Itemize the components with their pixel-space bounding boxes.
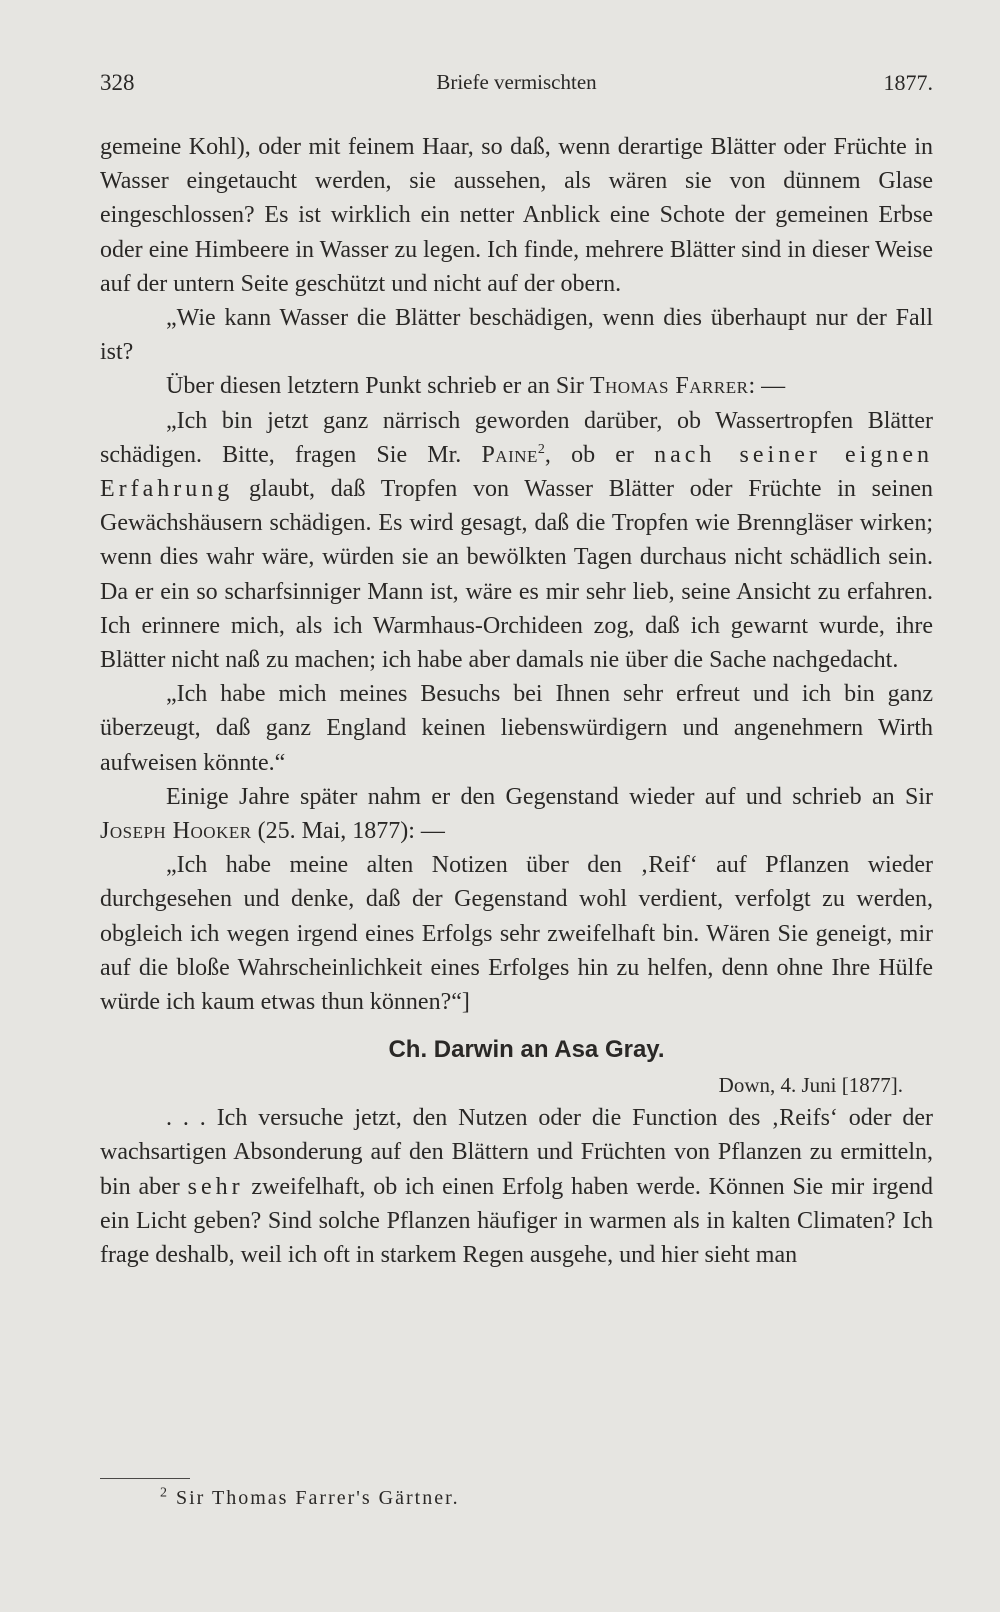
body-text: [100, 130, 933, 1272]
footnote-marker: 2: [160, 1485, 169, 1501]
paragraph-8-text-a: . . . Ich versuche jetzt, den Nutzen oder die Function des ‚Reifs‘ oder der wachsartigen Absonderung auf den Blättern und Früchten von Pflanzen zu ermitteln, bin aber: [100, 1105, 933, 1200]
footnote-rule: [100, 1478, 190, 1479]
running-title: Briefe vermischten: [436, 70, 597, 94]
spaced-emphasis: nach seiner eignen Erfahrung: [100, 441, 933, 503]
paragraph-4: [100, 404, 933, 678]
name-thomas-farrer: Thomas Farrer: [589, 373, 749, 400]
paragraph-1: gemeine Kohl), oder mit feinem Haar, so daß, wenn derartige Blätter oder Früchte in Wasser eingetaucht werden, sie aussehen, als wären sie von dünnem Glase eingeschlossen? Es ist wirklich ein netter Anblick eine Schote der gemeinen Erbse oder eine Himbeere in Wasser zu legen. Ich finde, mehrere Blätter sind in dieser Weise auf der untern Seite geschützt und nicht auf der obern.: [100, 134, 933, 297]
paragraph-4-text-b: , ob er: [544, 441, 655, 468]
paragraph-5: „Ich habe mich meines Besuchs bei Ihnen sehr erfreut und ich bin ganz überzeugt, daß ganz England keinen liebenswürdigern und angenehmern Wirth aufweisen könnte.“: [100, 681, 933, 776]
paragraph-7: „Ich habe meine alten Notizen über den ‚Reif‘ auf Pflanzen wieder durchgesehen und denke, daß der Gegenstand wohl verdient, verfolgt zu werden, obgleich ich wegen irgend eines Erfolgs sehr zweifelhaft bin. Wären Sie geneigt, mir auf die bloße Wahrscheinlichkeit eines Erfolges hin zu helfen, denn ohne Ihre Hülfe würde ich kaum etwas thun können?“]: [100, 852, 933, 1016]
paragraph-6: [100, 780, 933, 848]
running-head: [100, 70, 933, 100]
letter-heading: Ch. Darwin an Asa Gray.: [388, 1036, 665, 1064]
paragraph-8: [100, 1101, 933, 1272]
footnote-text: Sir Thomas Farrer's Gärtner.: [176, 1487, 460, 1509]
paragraph-3-text-b: : —: [748, 373, 786, 400]
paragraph-6-text-a: Einige Jahre später nahm er den Gegenstand wieder auf und schrieb an Sir: [166, 783, 933, 810]
page-number: 328: [100, 70, 135, 95]
name-joseph-hooker: Joseph Hooker: [100, 818, 252, 845]
spaced-emphasis-sehr: sehr: [187, 1173, 244, 1200]
paragraph-3-text-a: Über diesen letztern Punkt schrieb er an Sir: [166, 373, 590, 400]
running-year: 1877.: [883, 70, 933, 95]
paragraph-4-text-a: „Ich bin jetzt ganz närrisch geworden darüber, ob Wassertropfen Blätter schädigen. Bitte, fragen Sie Mr.: [100, 407, 933, 468]
paragraph-2: „Wie kann Wasser die Blätter beschädigen, wenn dies überhaupt nur der Fall ist?: [100, 305, 933, 366]
name-paine: Paine: [481, 441, 538, 468]
paragraph-4-text-c: glaubt, daß Tropfen von Wasser Blätter oder Früchte in seinen Gewächshäusern schädigen. Es wird gesagt, daß die Tropfen wie Brenngläser wirken; wenn dies wahr wäre, würden sie an bewölkten Tagen durchaus nicht schädlich sein. Da er ein so scharfsinniger Mann ist, wäre es mir sehr lieb, seine Ansicht zu erfahren. Ich erinnere mich, als ich Warmhaus-Orchideen zog, daß ich gewarnt wurde, ihre Blätter nicht naß zu machen; ich habe aber damals nie über die Sache nachgedacht.: [100, 476, 933, 674]
paragraph-3: [100, 369, 933, 403]
footnote-ref: 2: [537, 441, 545, 457]
paragraph-6-text-b: (25. Mai, 1877): —: [251, 818, 445, 845]
letter-dateline: Down, 4. Juni [1877].: [718, 1073, 903, 1098]
paragraph-8-text-b: zweifelhaft, ob ich einen Erfolg haben werde. Können Sie mir irgend ein Licht geben? Sind solche Pflanzen häufiger in warmen als in kalten Climaten? Ich frage deshalb, weil ich oft in starkem Regen ausgehe, und hier sieht man: [100, 1173, 934, 1269]
footnote: [160, 1485, 460, 1511]
